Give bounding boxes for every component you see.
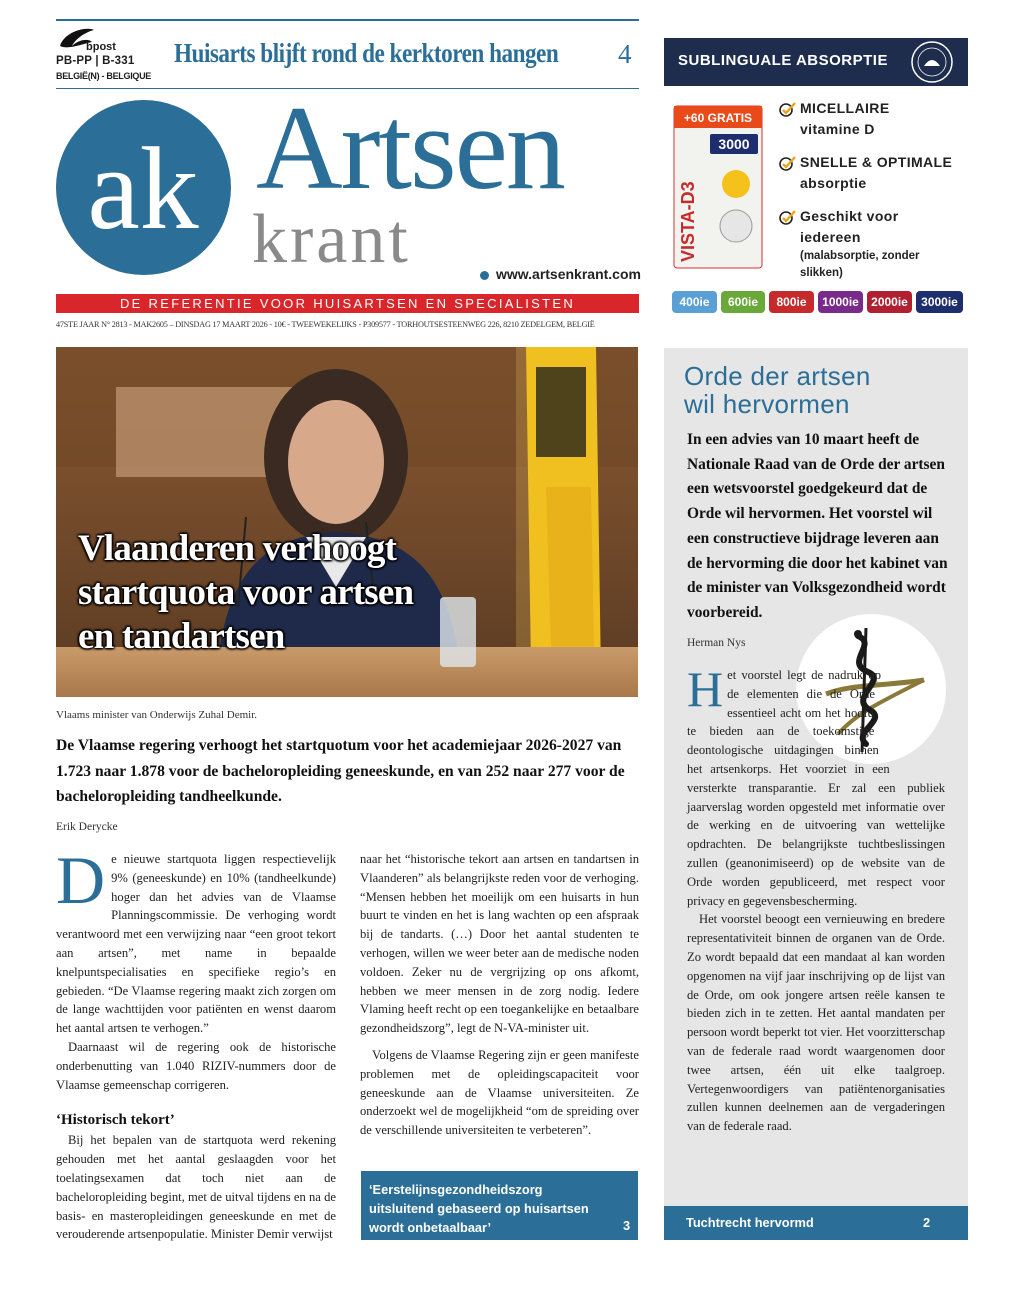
main-paragraph: naar het “historische tekort aan artsen en tandartsen in Vlaanderen” als belangrijkste reden voor de verhoging. “Mensen hebben het moeilijk om een huisarts in hun buurt te vinden en het is lang wachten op een afspraak bij de tandarts. (…) Door het aantal studenten te verhogen, willen we weer beter aan de medische noden voldoen. Zeker nu de vergrijzing op ons afkomt, hebben we meer mensen in de zorg nodig. Iedere Vlaming heeft recht op een toegankelijke en betaalbare gezondheidszorg”, legt de N-VA-minister uit. xyxy=(360,852,639,1036)
check-icon xyxy=(778,208,798,226)
ad-banner-text: SUBLINGUALE ABSORPTIE xyxy=(678,52,888,69)
masthead-artsen: Artsen xyxy=(256,81,564,214)
main-dropcap: D xyxy=(56,842,106,918)
svg-text:+60 GRATIS: +60 GRATIS xyxy=(683,111,753,125)
dosage-pill[interactable]: 1000ie xyxy=(818,291,863,313)
ad-banner[interactable] xyxy=(664,38,968,86)
dosage-pill[interactable]: 400ie xyxy=(672,291,717,313)
main-column-1 xyxy=(56,842,336,1244)
bpost-country: BELGIË(N) - BELGIQUE xyxy=(56,71,151,81)
imprint-line: 47STE JAAR N° 2813 - MAK2605 – DINSDAG 17 MAART 2026 - 10€ - TWEEWEKELIJKS - P309577 - TORHOUTSESTEENWEG 226, 8210 ZEDELGEM, BELGIË xyxy=(56,320,595,329)
sidebar-teaser-bar[interactable] xyxy=(664,1206,968,1240)
sidebar-body xyxy=(687,661,945,1136)
ad-claim-everyone: Geschikt voor iedereen (malabsorptie, zonder slikken) xyxy=(778,206,920,282)
main-paragraph: Daarnaast wil de regering ook de historische onderbenutting van 1.040 RIZIV-nummers door de Vlaamse gemeenschap corrigeren. xyxy=(56,1039,336,1092)
bpost-word: bpost xyxy=(86,41,116,53)
main-column-2 xyxy=(360,850,639,1140)
teaser-text: ‘Eerstelijnsgezondheidszorg uitsluitend gebaseerd op huisartsen wordt onbetaalbaar’ xyxy=(369,1182,589,1235)
dosage-pill[interactable]: 800ie xyxy=(769,291,814,313)
main-paragraph: Bij het bepalen van de startquota werd rekening gehouden met het aantal geslaagden voor het toelatingsexamen dat toch niet aan de bacheloropleiding begint, met de uitval tijdens en na de basis- en masteropleidingen geneeskunde en met de verouderende artsenpopulatie. Minister Demir verwijst xyxy=(56,1133,336,1242)
dosage-pill[interactable]: 600ie xyxy=(721,291,765,313)
sidebar-title-line: wil hervormen xyxy=(684,389,850,419)
sidebar-teaser-text: Tuchtrecht hervormd xyxy=(686,1215,814,1230)
bullet-icon xyxy=(480,271,489,280)
sidebar-paragraph: Het voorstel beoogt een vernieuwing en bredere representativiteit binnen de organen van de Orde. Zo wordt bepaald dat een mandaat al kan worden opgenomen na vijf jaar inschrijving op de lijst van de Orde, om ook jongere artsen reële kansen te bieden zich in te zetten. Het aantal mandaten per persoon wordt beperkt tot vier. Het voorzitterschap van de federale raad wordt waargenomen door twee artsen, één uit elke taalgroep. Vertegenwoordigers van patiëntenorganisaties zullen kunnen deelnemen aan de vergaderingen van de federale raad. xyxy=(687,912,945,1134)
top-rule xyxy=(56,19,639,21)
main-headline[interactable]: Vlaanderen verhoogt startquota voor artsen en tandartsen xyxy=(78,528,414,657)
svg-text:3000: 3000 xyxy=(718,136,750,152)
sidebar-lead: In een advies van 10 maart heeft de Nationale Raad van de Orde der artsen een wetsvoorstel goedgekeurd dat de Orde wil hervormen. Het voorstel wil een constructieve bijdrage leveren aan de hervorming die door het kabinet van de minister van Volksgezondheid wordt voorbereid. xyxy=(687,431,948,621)
dosage-pill[interactable]: 3000ie xyxy=(916,291,963,313)
check-icon xyxy=(778,100,798,118)
dosage-pills xyxy=(672,291,964,313)
sidebar-byline: Herman Nys xyxy=(687,637,746,649)
website-link[interactable]: www.artsenkrant.com xyxy=(496,266,641,282)
main-paragraph: e nieuwe startquota liggen respectievelijk 9% (geneeskunde) en 10% (tandheelkunde) hoger dan het advies van de Vlaamse Planningscommissie. De verhoging wordt verantwoord met een verwijzing naar “een groot tekort aan artsen”, met name in bepaalde knelpuntspecialisaties en specifieke regio’s en gebieden. “De Vlaamse regering maakt zich zorgen om de lange wachttijden voor patiënten en wenst daarom het aantal artsen te verhogen.” xyxy=(56,852,336,1036)
teaser-page: 3 xyxy=(623,1218,631,1233)
product-box-icon[interactable] xyxy=(670,102,766,272)
tagline-bar: DE REFERENTIE VOOR HUISARTSEN EN SPECIALISTEN xyxy=(56,294,639,313)
sidebar-dropcap: H xyxy=(687,661,724,717)
sidebar-title[interactable] xyxy=(684,362,871,418)
logo-letters: ak xyxy=(87,123,199,254)
sidebar-teaser-page: 2 xyxy=(923,1215,931,1230)
photo-caption: Vlaams minister van Onderwijs Zuhal Demir. xyxy=(56,709,258,721)
main-byline: Erik Derycke xyxy=(56,821,118,833)
dosage-pill[interactable]: 2000ie xyxy=(867,291,912,313)
check-icon xyxy=(778,154,798,172)
svg-text:VISTA-D3: VISTA-D3 xyxy=(678,181,698,262)
ad-claim-absorption: SNELLE & OPTIMALE absorptie xyxy=(778,152,952,194)
top-teaser-page: 4 xyxy=(618,39,632,69)
sidebar-paragraph: et voorstel legt de nadruk op de elementen die de Orde essentieel acht om het hoofd te bieden aan de toekomstige deontologische uitdagingen binnen het artsenkorps. Het voorziet in een versterkte transparantie. Er zal een publiek jaarverslag worden opgesteld met informatie over de werking en de uitvoering van wettelijke opdrachten. De belangrijkste tuchtbeslissingen zullen (geanonimiseerd) op de website van de Orde worden gepubliceerd, met respect voor privacy en gegevensbescherming. xyxy=(687,668,945,908)
sidebar-title-line: Orde der artsen xyxy=(684,361,871,391)
masthead-krant: krant xyxy=(252,201,411,278)
seal-icon xyxy=(910,40,954,84)
main-paragraph: Volgens de Vlaamse Regering zijn er geen manifeste problemen met de opleidingscapaciteit voor geneeskunde aan de Vlaamse universiteiten. Ze onderzoekt wel de mogelijkheid “om de spreiding over de verschillende universiteiten te verbeteren”. xyxy=(360,1047,639,1138)
ad-claim-micellar: MICELLAIRE vitamine D xyxy=(778,98,890,140)
main-lead: De Vlaamse regering verhoogt het startquotum voor het academiejaar 2026-2027 van 1.723 naar 1.878 voor de bacheloropleiding geneeskunde, en van 252 naar 277 voor de bacheloropleiding tandheelkunde. xyxy=(56,737,625,805)
main-subhead: ‘Historisch tekort’ xyxy=(56,1112,175,1129)
artsenkrant-logo-icon[interactable] xyxy=(56,100,231,275)
bpost-code: PB-PP | B-331 xyxy=(56,55,135,67)
top-teaser-link[interactable]: Huisarts blijft rond de kerktoren hangen xyxy=(174,38,559,68)
article-teaser-box[interactable] xyxy=(361,1171,638,1240)
